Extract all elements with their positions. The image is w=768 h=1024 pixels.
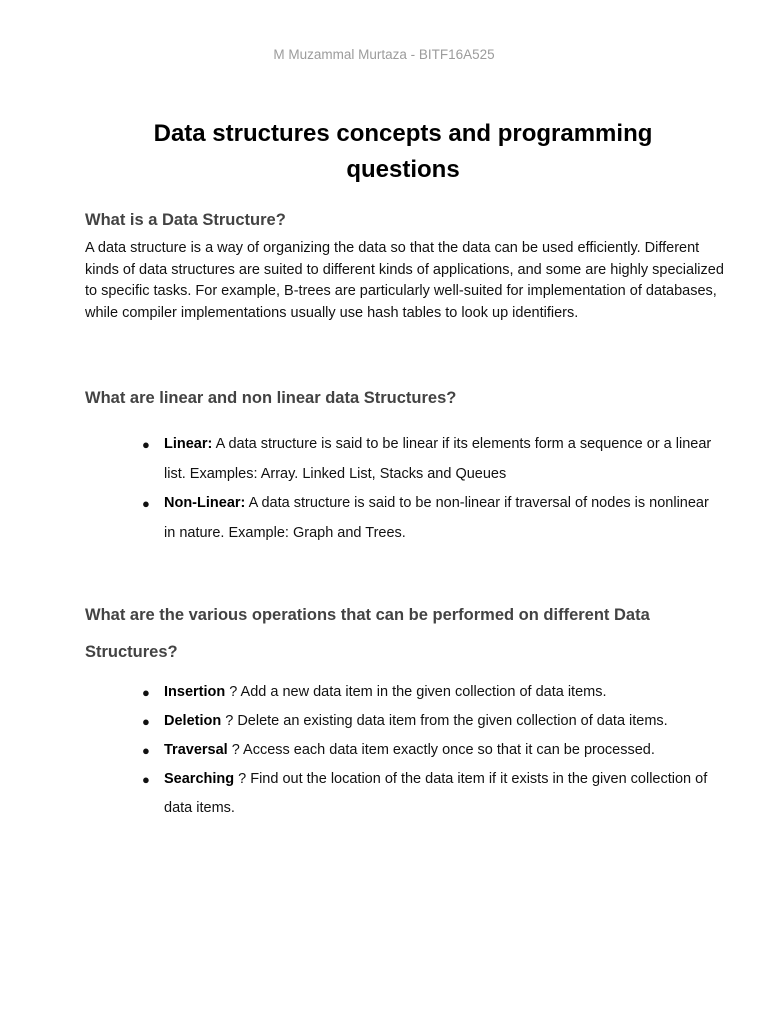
bullet-icon: ● <box>142 437 150 452</box>
list-item <box>142 430 724 489</box>
list-item-text: A data structure is said to be non-linear if traversal of nodes is nonlinear in nature. Example: Graph and Trees. <box>164 495 709 541</box>
list-item <box>142 707 724 736</box>
list-item <box>142 736 724 765</box>
list-item-text: ? Access each data item exactly once so that it can be processed. <box>227 742 655 758</box>
list-item <box>142 765 724 823</box>
list-item-term: Insertion <box>164 684 226 700</box>
page-header-author: M Muzammal Murtaza - BITF16A525 <box>273 47 495 62</box>
operations-list <box>142 678 724 823</box>
section-heading-operations: What are the various operations that can be performed on different Data Structures? <box>85 606 650 661</box>
section-heading-linear-nonlinear: What are linear and non linear data Structures? <box>85 389 457 407</box>
list-item-term: Deletion <box>164 713 222 729</box>
list-item-term: Searching <box>164 771 235 787</box>
list-item-text: ? Find out the location of the data item if it exists in the given collection of data items. <box>164 771 708 816</box>
list-item <box>142 678 724 707</box>
linear-nonlinear-list <box>142 430 724 548</box>
list-item <box>142 489 724 548</box>
bullet-icon: ● <box>142 772 150 787</box>
section-heading-what-is-data-structure: What is a Data Structure? <box>85 211 286 229</box>
bullet-icon: ● <box>142 685 150 700</box>
bullet-icon: ● <box>142 743 150 758</box>
bullet-icon: ● <box>142 714 150 729</box>
list-item-text: A data structure is said to be linear if its elements form a sequence or a linear list. Examples: Array. Linked List, Stacks and Queues <box>164 436 712 482</box>
list-item-term: Linear: <box>164 436 213 452</box>
section-paragraph-data-structure-definition: A data structure is a way of organizing the data so that the data can be used efficiently. Different kinds of data structures are suited to different kinds of applications, and some are highly specialized to specific tasks. For example, B-trees are particularly well-suited for implementation of databases, while compiler implementations usually use hash tables to look up identifiers. <box>85 240 724 321</box>
list-item-text: ? Add a new data item in the given collection of data items. <box>225 684 607 700</box>
list-item-term: Non-Linear: <box>164 495 246 511</box>
list-item-term: Traversal <box>164 742 228 758</box>
list-item-text: ? Delete an existing data item from the given collection of data items. <box>221 713 668 729</box>
bullet-icon: ● <box>142 496 150 511</box>
document-title: Data structures concepts and programming questions <box>153 120 653 183</box>
